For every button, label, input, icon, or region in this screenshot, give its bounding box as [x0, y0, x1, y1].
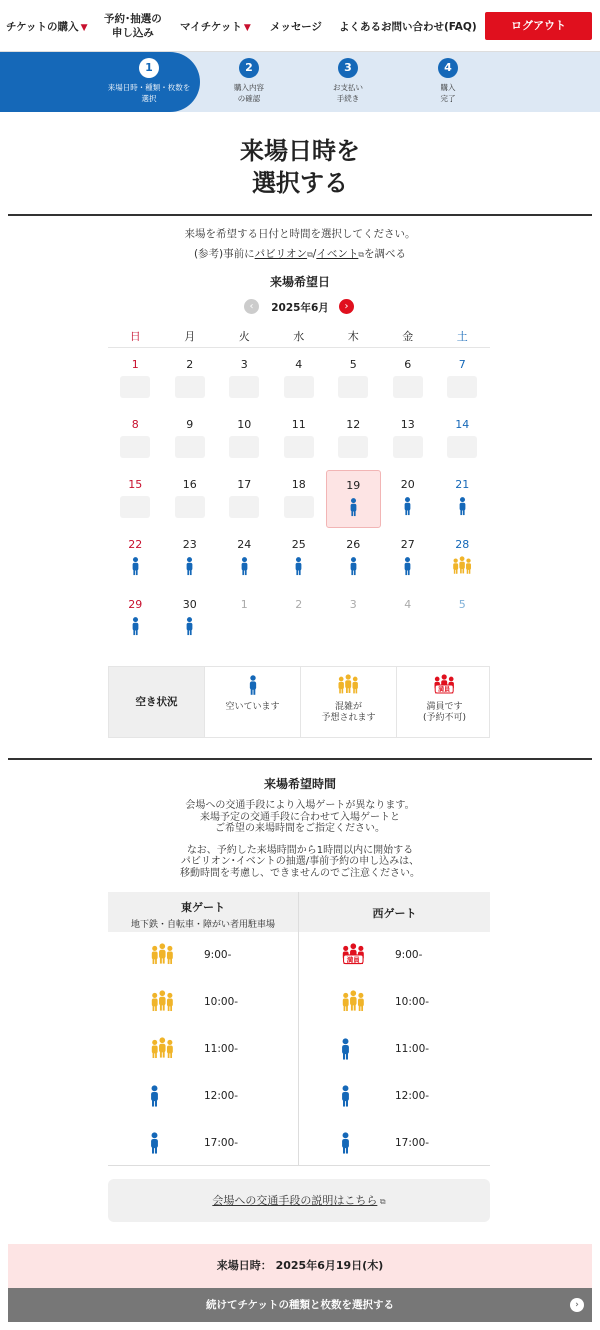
person-available-icon — [163, 616, 218, 638]
chevron-down-icon: ▼ — [243, 23, 251, 33]
day-placeholder — [284, 436, 314, 458]
notice-line: ご希望の来場時間をご指定ください。 — [215, 823, 385, 834]
nav-reserve-label-1: 予約･抽選の — [104, 13, 162, 25]
day-number: 16 — [182, 478, 197, 491]
day-placeholder — [284, 496, 314, 518]
legend-available-label: 空いています — [225, 702, 280, 712]
day-number: 3 — [349, 598, 357, 611]
calendar-day[interactable] — [272, 530, 327, 588]
people-full-icon — [339, 943, 368, 969]
svg-text:満員: 満員 — [438, 686, 451, 694]
day-placeholder — [393, 376, 423, 398]
slot-time: 10:00- — [395, 996, 430, 1008]
west-gate-name: 西ゲート — [372, 907, 417, 920]
step-label-2: 選択 — [141, 94, 157, 103]
day-number: 28 — [455, 538, 470, 551]
person-available-icon — [339, 1084, 352, 1110]
calendar-day — [108, 470, 163, 528]
visit-value: 2025年6月19日(木) — [275, 1259, 384, 1272]
calendar-day[interactable] — [108, 530, 163, 588]
calendar-day — [272, 590, 327, 648]
weekday-label: 土 — [456, 330, 468, 343]
nav-buy-tickets[interactable] — [6, 20, 87, 35]
calendar-day — [326, 590, 381, 648]
day-number: 22 — [128, 538, 143, 551]
east-gate-slot[interactable] — [108, 934, 298, 980]
calendar-day — [272, 470, 327, 528]
calendar-day — [381, 350, 436, 408]
day-placeholder — [338, 376, 368, 398]
legend-available — [204, 667, 300, 737]
legend-full-label-2: (予約不可) — [422, 713, 467, 723]
calendar-day[interactable] — [108, 590, 163, 648]
day-number: 5 — [458, 598, 466, 611]
west-gate-slot[interactable] — [299, 1075, 489, 1121]
day-number: 20 — [400, 478, 415, 491]
people-crowded-icon — [435, 556, 490, 578]
nav-messages[interactable]: メッセージ — [270, 21, 322, 33]
day-placeholder — [229, 376, 259, 398]
step-label-1: 購入内容 — [234, 83, 264, 92]
calendar-day[interactable] — [163, 530, 218, 588]
person-available-icon — [381, 556, 436, 578]
page-title-line-2: 選択する — [252, 169, 348, 197]
slot-time: 17:00- — [204, 1137, 239, 1149]
chevron-right-icon: › — [570, 1298, 584, 1312]
step-label-2: 完了 — [440, 94, 456, 103]
day-number: 10 — [237, 418, 252, 431]
step-label-1: 購入 — [440, 83, 456, 92]
calendar-day — [435, 410, 490, 468]
page-title-line-1: 来場日時を — [240, 137, 360, 165]
slot-time: 9:00- — [204, 949, 232, 961]
step-2 — [199, 58, 299, 104]
notice-line: パビリオン･イベントの抽選/事前予約の申し込みは、 — [180, 856, 420, 867]
calendar-day — [435, 590, 490, 648]
reference-suffix: を調べる — [364, 248, 407, 260]
calendar-day[interactable] — [326, 530, 381, 588]
west-gate-slot[interactable] — [299, 1122, 489, 1168]
time-section-title: 来場希望時間 — [263, 777, 336, 791]
day-number: 4 — [404, 598, 412, 611]
east-gate-sub: 地下鉄・自転車・障がい者用駐車場 — [130, 920, 275, 930]
step-number: 2 — [239, 58, 259, 78]
calendar-day — [108, 410, 163, 468]
day-number: 21 — [455, 478, 470, 491]
step-number: 3 — [338, 58, 358, 78]
day-number: 13 — [400, 418, 415, 431]
day-placeholder — [120, 436, 150, 458]
step-label-1: 来場日時・種類・枚数を — [107, 83, 191, 92]
transport-info-label: 会場への交通手段の説明はこちら — [212, 1194, 378, 1207]
gate-table-bottom — [108, 1165, 490, 1166]
legend-crowded — [300, 667, 396, 737]
person-available-icon — [217, 556, 272, 578]
weekday-label: 火 — [238, 330, 250, 343]
person-available-icon — [108, 556, 163, 578]
notice-line: 移動時間を考慮し、できませんのでご注意ください。 — [180, 867, 420, 879]
day-placeholder — [229, 436, 259, 458]
east-gate-slot[interactable] — [108, 981, 298, 1027]
svg-text:満員: 満員 — [346, 955, 360, 964]
day-placeholder — [120, 376, 150, 398]
day-number: 1 — [131, 358, 139, 371]
people-full-icon — [397, 674, 492, 698]
day-number: 9 — [186, 418, 194, 431]
east-gate-slot[interactable] — [108, 1075, 298, 1121]
event-link[interactable]: イベント — [316, 248, 359, 260]
day-number: 3 — [240, 358, 248, 371]
external-link-icon: ⧉ — [358, 250, 365, 259]
calendar-day[interactable] — [217, 530, 272, 588]
slot-time: 11:00- — [204, 1043, 239, 1055]
calendar-day — [163, 350, 218, 408]
legend-full-label-1: 満員です — [426, 702, 463, 712]
pavilion-link[interactable]: パビリオン — [254, 248, 308, 260]
east-gate-header — [108, 892, 298, 932]
month-navigator — [0, 298, 600, 316]
calendar-day — [217, 350, 272, 408]
section-divider — [8, 214, 592, 216]
calendar-day — [326, 410, 381, 468]
weekday-label: 木 — [347, 330, 359, 343]
day-number: 30 — [182, 598, 197, 611]
step-4 — [398, 58, 498, 104]
slot-time: 11:00- — [395, 1043, 430, 1055]
day-placeholder — [175, 496, 205, 518]
external-link-icon: ⧉ — [307, 250, 313, 259]
continue-label: 続けてチケットの種類と枚数を選択する — [205, 1299, 395, 1311]
day-placeholder — [447, 436, 477, 458]
day-number: 1 — [240, 598, 248, 611]
nav-my-tickets[interactable] — [180, 20, 251, 35]
calendar-day — [381, 410, 436, 468]
next-month-button[interactable]: › — [339, 299, 354, 314]
day-number: 25 — [291, 538, 306, 551]
weekday-label: 金 — [402, 330, 414, 343]
selected-visit-bar — [8, 1244, 592, 1288]
person-available-icon — [205, 674, 300, 698]
person-available-icon — [272, 556, 327, 578]
calendar-day[interactable] — [435, 530, 490, 588]
step-label-2: 手続き — [336, 94, 360, 103]
calendar-day — [217, 410, 272, 468]
east-gate-slot[interactable] — [108, 1122, 298, 1168]
progress-steps — [0, 52, 600, 112]
calendar-day[interactable] — [163, 590, 218, 648]
day-placeholder — [229, 496, 259, 518]
month-label: 2025年6月 — [271, 302, 329, 314]
day-number: 8 — [131, 418, 139, 431]
people-crowded-icon — [148, 990, 177, 1016]
notice-line: なお、予約した来場時間から1時間以内に開始する — [186, 844, 414, 856]
person-available-icon — [326, 556, 381, 578]
step-number: 4 — [438, 58, 458, 78]
day-placeholder — [284, 376, 314, 398]
intro-text: 来場を希望する日付と時間を選択してください。 — [184, 228, 416, 240]
day-number: 23 — [182, 538, 197, 551]
day-placeholder — [338, 436, 368, 458]
step-number: 1 — [139, 58, 159, 78]
day-number: 6 — [404, 358, 412, 371]
external-link-icon: ⧉ — [377, 1197, 386, 1206]
nav-reserve-label-2: 申し込み — [111, 27, 154, 39]
person-available-icon — [108, 616, 163, 638]
people-crowded-icon — [301, 674, 396, 698]
day-number: 27 — [400, 538, 415, 551]
calendar-day[interactable] — [381, 470, 436, 528]
day-placeholder — [120, 496, 150, 518]
slot-time: 12:00- — [204, 1090, 239, 1102]
person-available-icon — [327, 497, 380, 519]
calendar-day[interactable] — [381, 530, 436, 588]
weekday-label: 月 — [184, 330, 196, 343]
person-available-icon — [381, 496, 436, 518]
prev-month-button[interactable]: ‹ — [244, 299, 259, 314]
nav-reserve[interactable] — [104, 12, 162, 40]
date-section-title: 来場希望日 — [269, 275, 330, 289]
day-placeholder — [393, 436, 423, 458]
person-available-icon — [163, 556, 218, 578]
transport-info-button[interactable] — [108, 1179, 490, 1222]
calendar-day — [272, 350, 327, 408]
chevron-down-icon: ▼ — [80, 23, 88, 33]
day-number: 2 — [186, 358, 194, 371]
people-crowded-icon — [148, 943, 177, 969]
person-available-icon — [435, 496, 490, 518]
calendar-day — [435, 350, 490, 408]
logout-button[interactable]: ログアウト — [485, 12, 592, 40]
day-number: 29 — [128, 598, 143, 611]
slot-time: 9:00- — [395, 949, 423, 961]
visit-label: 来場日時： — [216, 1259, 272, 1272]
day-number: 4 — [295, 358, 303, 371]
people-crowded-icon — [339, 990, 368, 1016]
calendar-day — [381, 590, 436, 648]
calendar-day — [108, 350, 163, 408]
west-gate-slot[interactable] — [299, 1028, 489, 1074]
continue-button[interactable] — [8, 1288, 592, 1322]
calendar-day — [217, 590, 272, 648]
legend-full — [396, 667, 492, 737]
day-number: 11 — [291, 418, 306, 431]
slot-time: 17:00- — [395, 1137, 430, 1149]
slot-time: 10:00- — [204, 996, 239, 1008]
calendar-day — [217, 470, 272, 528]
day-number: 18 — [291, 478, 306, 491]
east-gate-name: 東ゲート — [181, 901, 225, 914]
calendar-day[interactable] — [435, 470, 490, 528]
notice-line: 会場への交通手段により入場ゲートが異なります。 — [185, 800, 415, 811]
legend-header: 空き状況 — [109, 667, 204, 737]
weekday-label: 水 — [293, 330, 305, 343]
weekday-header — [108, 322, 490, 348]
nav-buy-label: チケットの購入 — [6, 21, 79, 33]
page-title — [0, 135, 600, 199]
east-gate-slot[interactable] — [108, 1028, 298, 1074]
gate-time-table — [108, 892, 490, 1166]
day-number: 7 — [458, 358, 466, 371]
west-gate-header — [299, 892, 490, 932]
day-number: 15 — [128, 478, 143, 491]
day-number: 26 — [346, 538, 361, 551]
slot-time: 12:00- — [395, 1090, 430, 1102]
step-label-1: お支払い — [333, 83, 363, 92]
top-nav — [0, 0, 600, 52]
people-crowded-icon — [148, 1037, 177, 1063]
day-number: 12 — [346, 418, 361, 431]
step-label-2: の確認 — [237, 94, 261, 103]
day-placeholder — [175, 436, 205, 458]
west-gate-slot[interactable] — [299, 981, 489, 1027]
nav-faq[interactable]: よくあるお問い合わせ(FAQ) — [339, 21, 477, 33]
day-placeholder — [175, 376, 205, 398]
nav-my-label: マイチケット — [180, 21, 242, 33]
legend-crowded-label-1: 混雑が — [334, 702, 362, 712]
day-placeholder — [447, 376, 477, 398]
legend-crowded-label-2: 予想されます — [321, 713, 376, 723]
day-number: 14 — [455, 418, 470, 431]
day-number: 5 — [349, 358, 357, 371]
person-available-icon — [339, 1131, 352, 1157]
weekday-label: 日 — [129, 330, 141, 343]
calendar-day — [272, 410, 327, 468]
notice-line: 来場予定の交通手段に合わせて入場ゲートと — [200, 811, 400, 823]
person-available-icon — [148, 1084, 161, 1110]
person-available-icon — [148, 1131, 161, 1157]
reference-line — [0, 246, 600, 261]
calendar — [108, 322, 490, 611]
reference-prefix: (参考)事前に — [193, 248, 255, 260]
section-divider — [8, 758, 592, 760]
step-1 — [99, 58, 199, 104]
day-number: 19 — [346, 479, 361, 492]
person-available-icon — [339, 1037, 352, 1063]
day-number: 2 — [295, 598, 303, 611]
calendar-day — [326, 350, 381, 408]
west-gate-slot — [299, 934, 489, 980]
calendar-day — [163, 410, 218, 468]
day-number: 24 — [237, 538, 252, 551]
reference-slash: / — [312, 248, 317, 260]
calendar-day-selected[interactable] — [326, 470, 381, 528]
availability-legend — [108, 666, 490, 738]
calendar-day — [163, 470, 218, 528]
step-3 — [298, 58, 398, 104]
day-number: 17 — [237, 478, 252, 491]
